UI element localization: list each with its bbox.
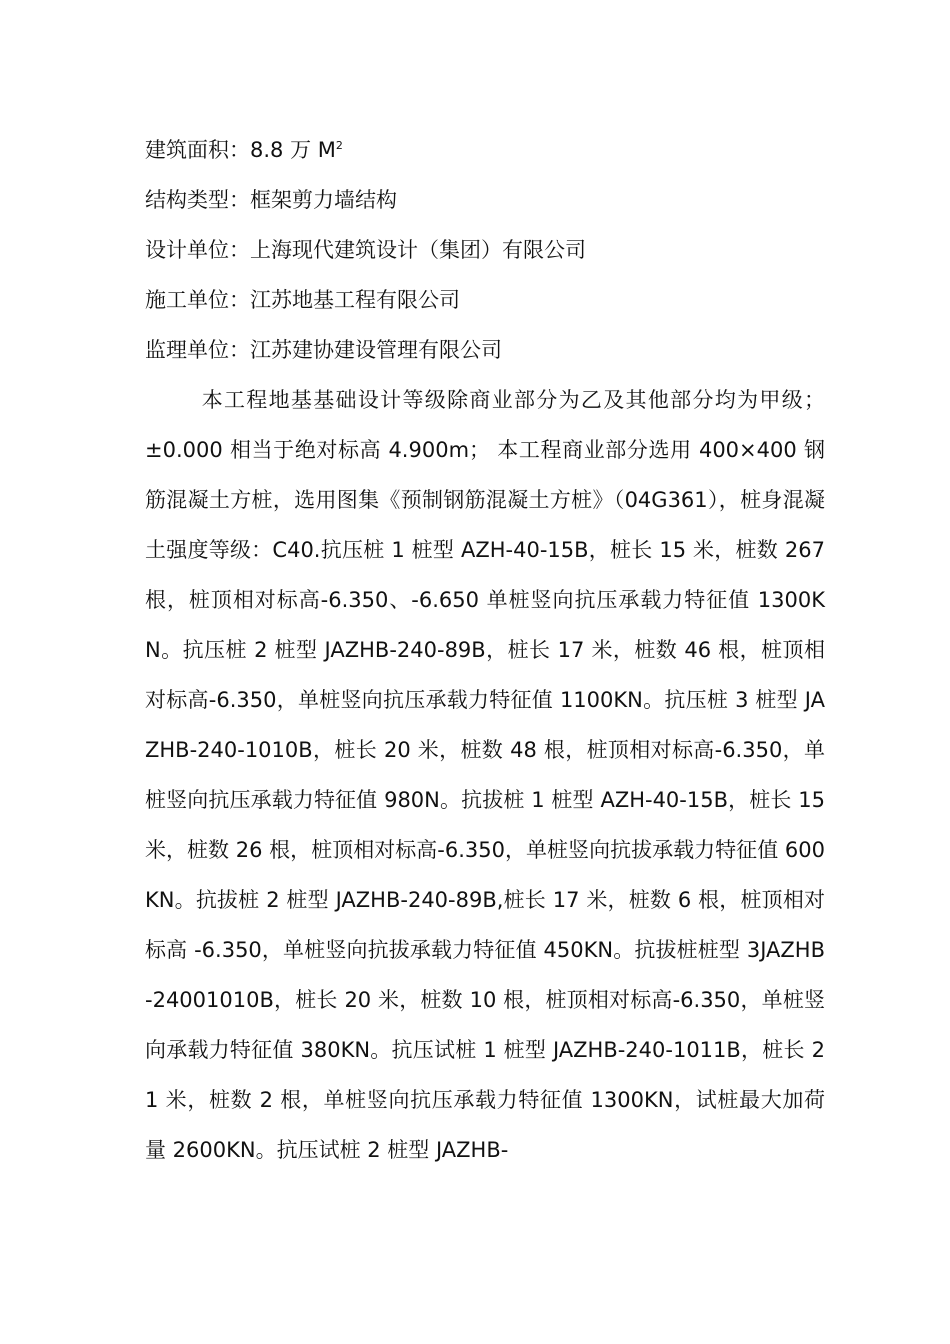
foundation-description-paragraph: 本工程地基基础设计等级除商业部分为乙及其他部分均为甲级； ±0.000 相当于绝对标高 4.900m； 本工程商业部分选用 400×400 钢筋混凝土方桩，选用图集《预制钢筋混凝土方桩》（04G361），桩身混凝土强度等级：C40.抗压桩 1 桩型 AZH-40-15B，桩长 15 米，桩数 267 根，桩顶相对标高-6.350、-6.650 单桩竖向抗压承载力特征值 1300KN。抗压桩 2 桩型 JAZHB-240-89B，桩长 17 米，桩数 46 根，桩顶相对标高-6.350，单桩竖向抗压承载力特征值 1100KN。抗压桩 3 桩型 JAZHB-240-1010B，桩长 20 米，桩数 48 根，桩顶相对标高-6.350，单桩竖向抗压承载力特征值 980N。抗拔桩 1 桩型 AZH-40-15B，桩长 15 米，桩数 26 根，桩顶相对标高-6.350，单桩竖向抗拔承载力特征值 600KN。抗拔桩 2 桩型 JAZHB-240-89B,桩长 17 米，桩数 6 根，桩顶相对标高 -6.350，单桩竖向抗拔承载力特征值 450KN。抗拔桩桩型 3JAZHB-24001010B，桩长 20 米，桩数 10 根，桩顶相对标高-6.350，单桩竖向承载力特征值 380KN。抗压试桩 1 桩型 JAZHB-240-1011B，桩长 21 米，桩数 2 根，单桩竖向抗压承载力特征值 1300KN，试桩最大加荷量 2600KN。抗压试桩 2 桩型 JAZHB- xyxy=(145,388,825,1162)
building-area-value: 8.8 万 M xyxy=(250,138,336,162)
building-area-label: 建筑面积： xyxy=(145,138,250,162)
area-unit-superscript: 2 xyxy=(335,139,343,152)
design-unit-line: 设计单位：上海现代建筑设计（集团）有限公司 xyxy=(145,238,586,262)
supervision-unit-line: 监理单位：江苏建协建设管理有限公司 xyxy=(145,338,502,362)
project-info-list xyxy=(145,125,825,375)
building-area-line xyxy=(145,125,825,175)
construction-unit-line: 施工单位：江苏地基工程有限公司 xyxy=(145,288,460,312)
structure-type-line: 结构类型：框架剪力墙结构 xyxy=(145,188,397,212)
